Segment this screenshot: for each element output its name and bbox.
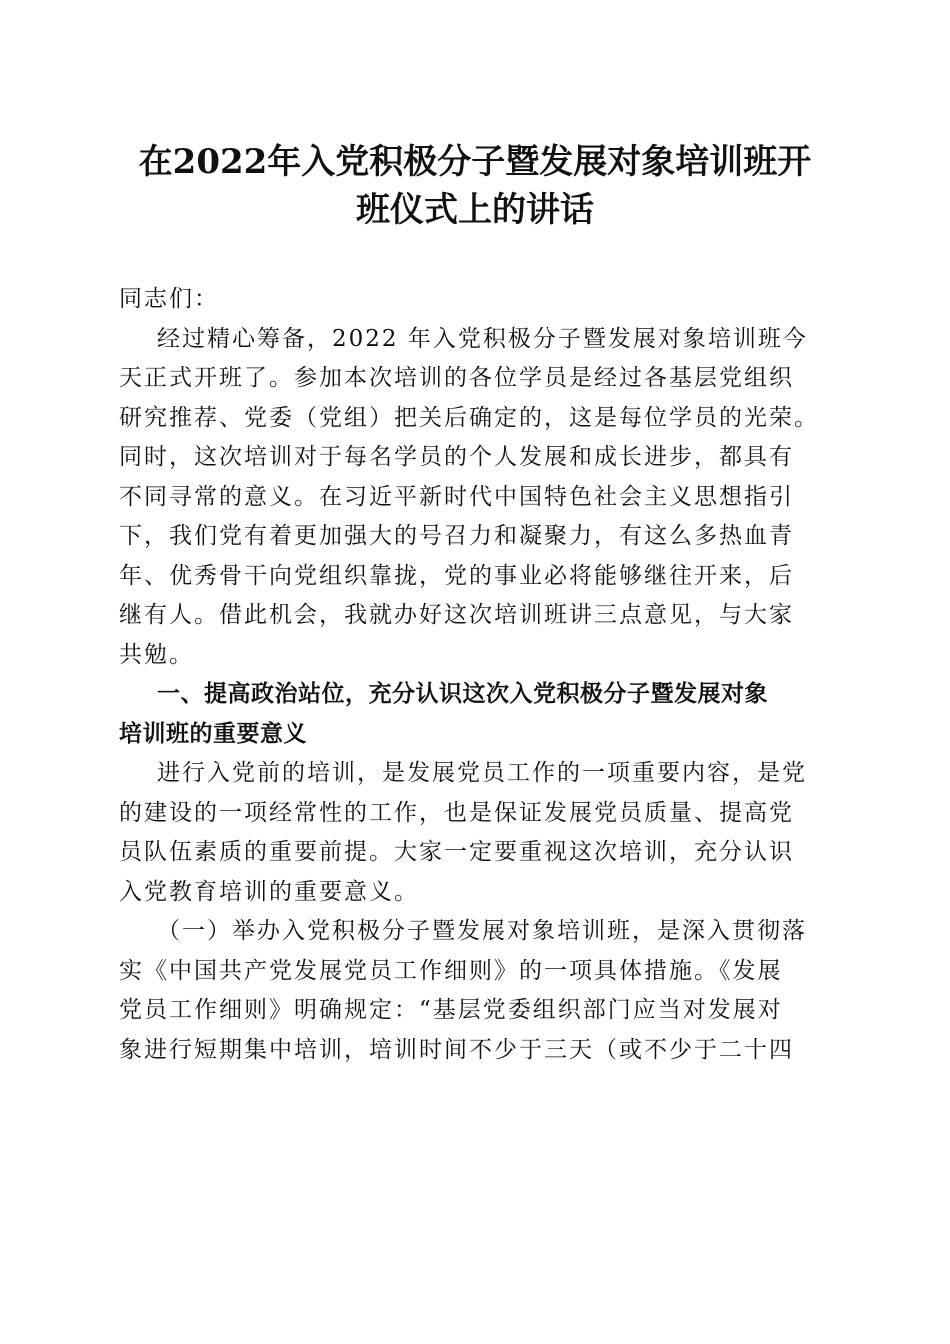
paragraph-line: 同时，这次培训对于每名学员的个人发展和成长进步，都具有 [119,444,794,470]
paragraph-line: （一）举办入党积极分子暨发展对象培训班，是深入贯彻落 [157,918,807,944]
document-body [119,280,831,1070]
document-title [100,138,850,234]
title-line-1: 在2022年入党积极分子暨发展对象培训班开 [138,142,812,182]
paragraph-line: 下，我们党有着更加强大的号召力和凝聚力，有这么多热血青 [119,523,794,549]
paragraph-line: 员队伍素质的重要前提。大家一定要重视这次培训，充分认识 [119,839,794,865]
paragraph-line: 实《中国共产党发展党员工作细则》的一项具体措施。《发展 [119,957,783,984]
paragraph-line: 天正式开班了。参加本次培训的各位学员是经过各基层党组织 [119,365,794,391]
paragraph-line: 经过精心筹备，2022 年入党积极分子暨发展对象培训班今 [157,325,808,352]
paragraph-line: 年、优秀骨干向党组织靠拢，党的事业必将能够继往开来，后 [119,562,794,589]
section-heading-line: 培训班的重要意义 [119,720,307,747]
paragraph-line: 共勉。 [119,641,194,668]
paragraph-line: 进行入党前的培训，是发展党员工作的一项重要内容，是党 [157,760,807,786]
paragraph-line: 党员工作细则》明确规定：“基层党委组织部门应当对发展对 [119,997,783,1023]
paragraph-line: 象进行短期集中培训，培训时间不少于三天（或不少于二十四 [119,1036,794,1063]
paragraph-line: 入党教育培训的重要意义。 [119,878,419,905]
section-heading-line: 一、提高政治站位，充分认识这次入党积极分子暨发展对象 [157,681,768,707]
paragraph-line: 的建设的一项经常性的工作，也是保证发展党员质量、提高党 [119,799,794,826]
title-line-2: 班仪式上的讲话 [356,190,594,230]
paragraph-line: 不同寻常的意义。在习近平新时代中国特色社会主义思想指引 [119,483,794,510]
paragraph-line: 继有人。借此机会，我就办好这次培训班讲三点意见，与大家 [119,602,794,628]
paragraph-line: 研究推荐、党委（党组）把关后确定的，这是每位学员的光荣。 [119,404,819,431]
salutation: 同志们： [119,286,219,312]
body-lines [119,320,831,1071]
